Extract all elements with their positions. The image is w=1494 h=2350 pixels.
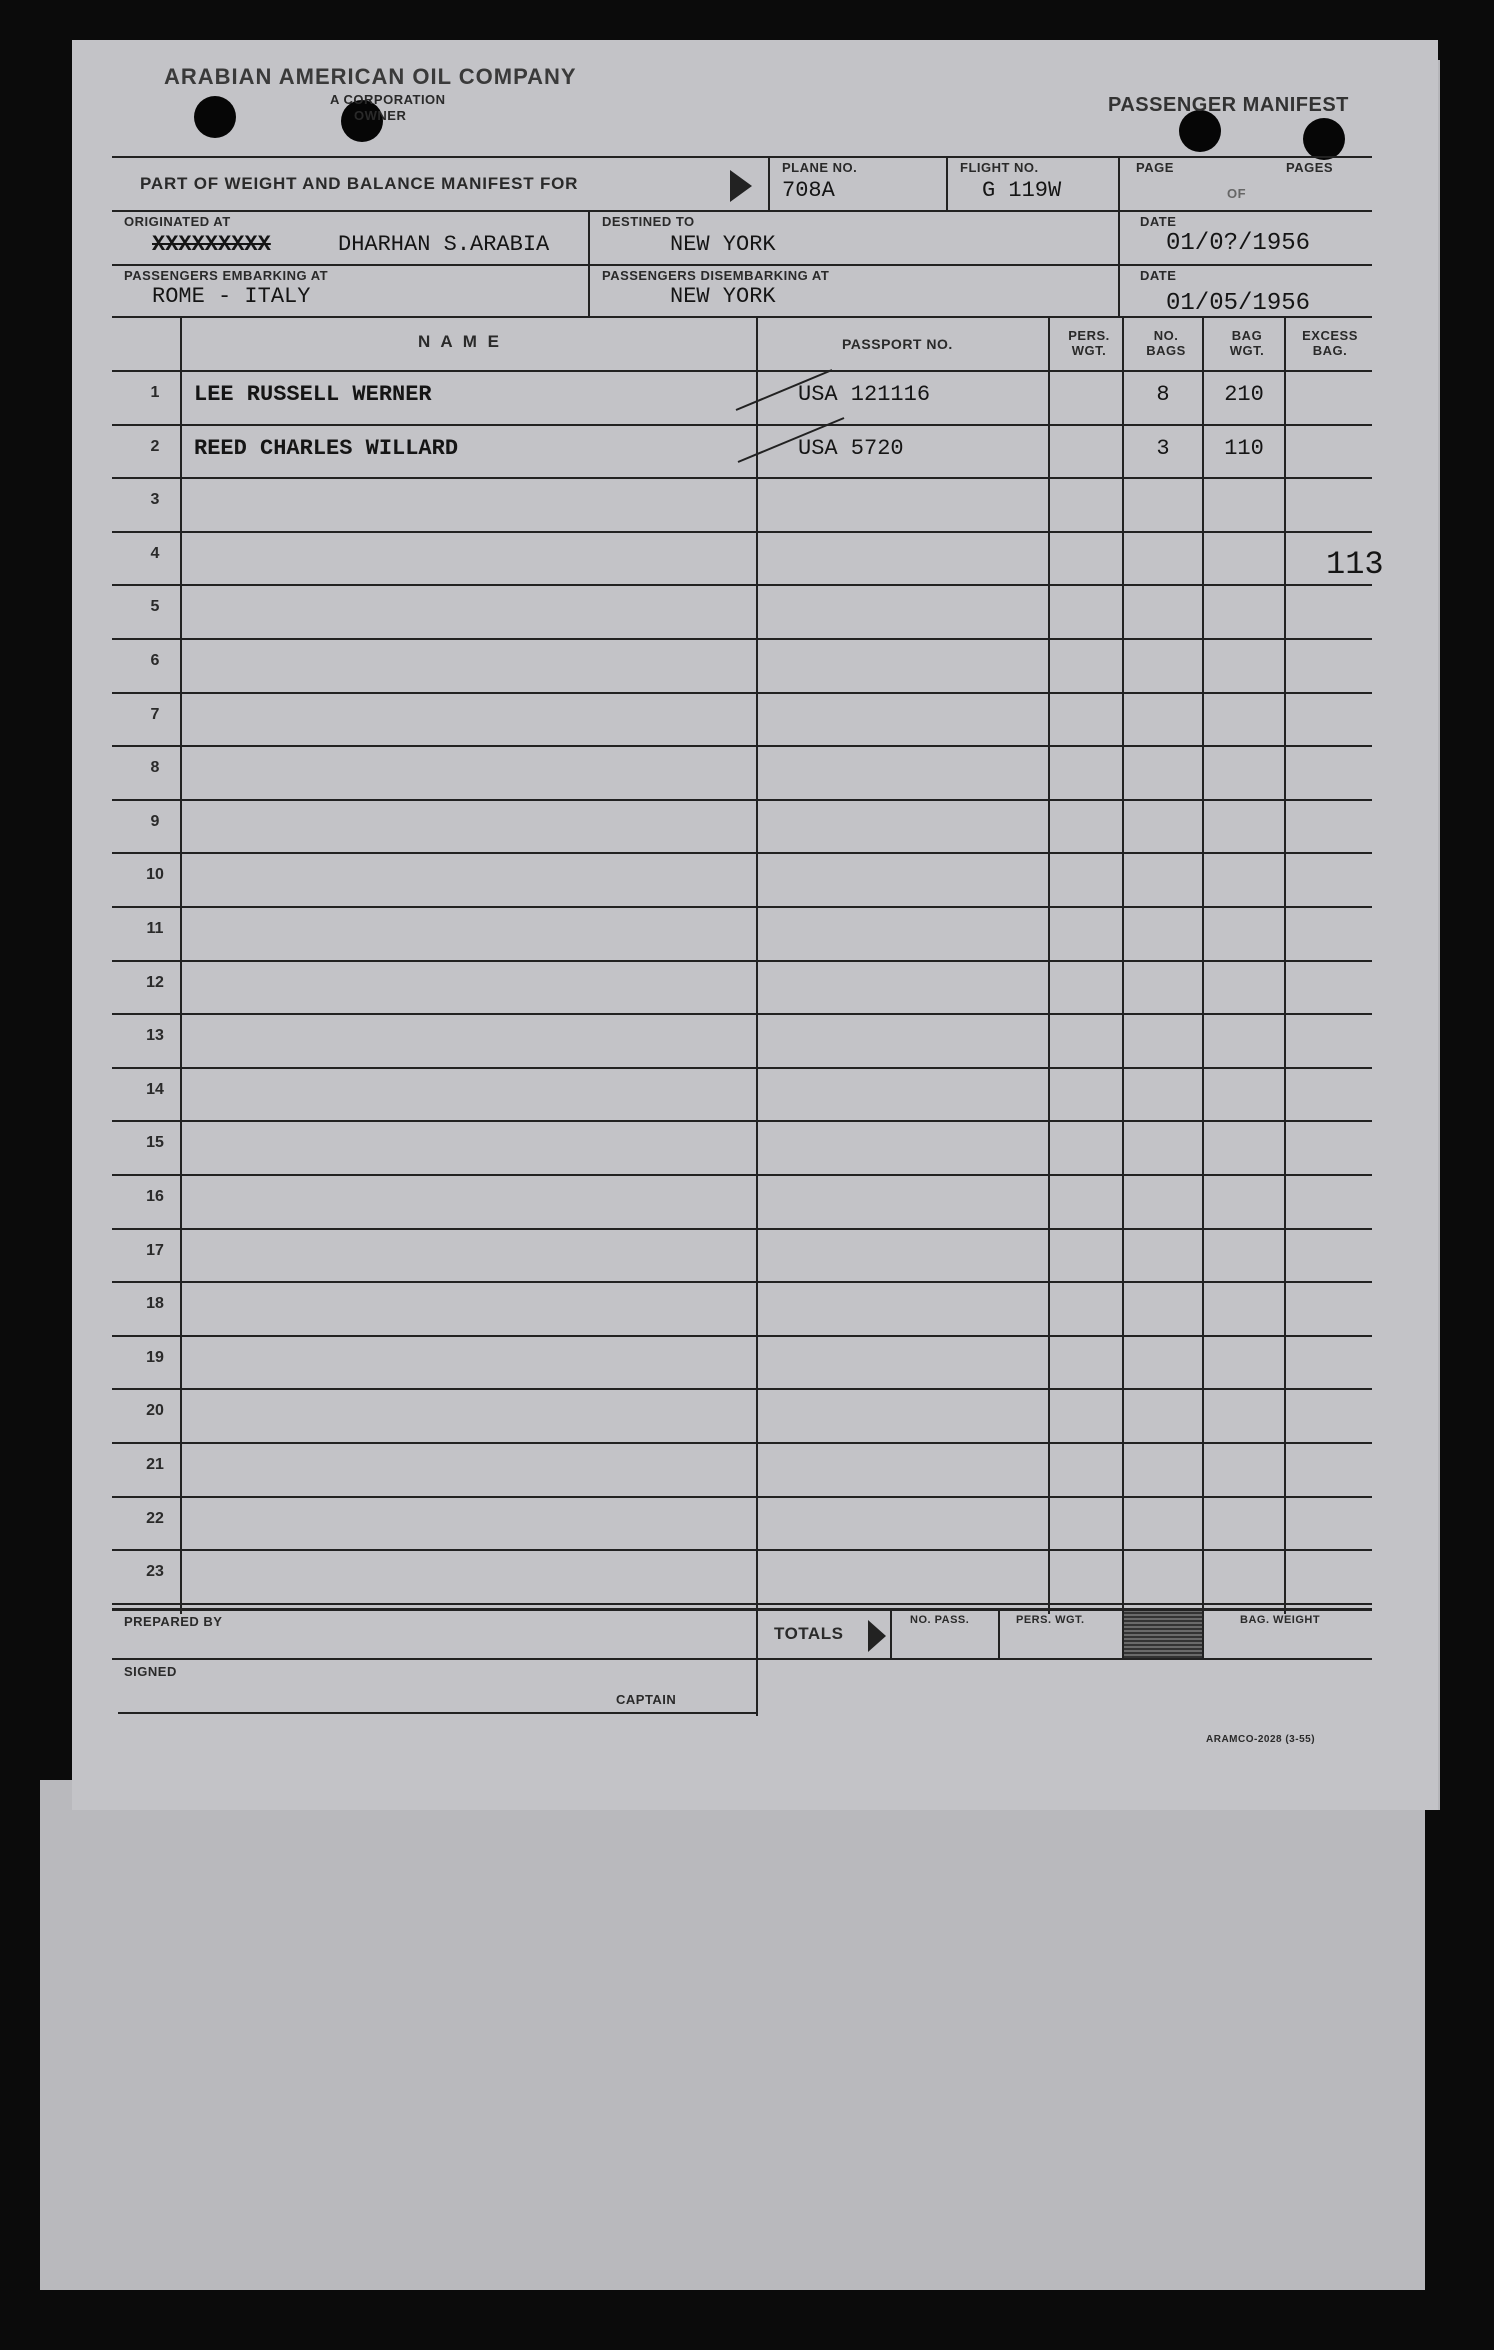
- row-rule: [112, 1388, 1372, 1390]
- rule: [1202, 318, 1204, 1614]
- rule: [946, 156, 948, 210]
- arrow-icon: [728, 168, 754, 204]
- rule: [112, 1658, 1372, 1660]
- pages-label: PAGES: [1286, 160, 1334, 175]
- embarking-value: ROME - ITALY: [152, 284, 311, 309]
- column-name: N A M E: [418, 332, 502, 351]
- row-number: 12: [146, 974, 164, 991]
- row-number: 8: [150, 759, 160, 776]
- rule: [1122, 318, 1124, 1614]
- column-passport: PASSPORT NO.: [842, 336, 953, 352]
- embarking-label: PASSENGERS EMBARKING AT: [124, 268, 329, 283]
- column-bag-wgt: [1206, 328, 1288, 358]
- row-number: 2: [150, 438, 160, 455]
- rule: [756, 1610, 758, 1716]
- form-title: PASSENGER MANIFEST: [1108, 94, 1349, 116]
- page-label: PAGE: [1136, 160, 1174, 175]
- row-rule: [112, 799, 1372, 801]
- row-number: 6: [150, 652, 160, 669]
- rule: [756, 318, 758, 1614]
- row-rule: [112, 1120, 1372, 1122]
- punch-hole: [194, 96, 236, 138]
- signed-label: SIGNED: [124, 1664, 177, 1679]
- of-label: OF: [1227, 186, 1247, 201]
- no-pass-label: NO. PASS.: [910, 1614, 970, 1626]
- originated-struck: XXXXXXXXX: [152, 232, 271, 257]
- row-number: 13: [146, 1027, 164, 1044]
- row-rule: [112, 1549, 1372, 1551]
- column-excess-line2: BAG.: [1312, 343, 1348, 358]
- passport-number: USA 121116: [798, 382, 931, 407]
- rule: [180, 318, 182, 1614]
- arrow-icon: [866, 1618, 888, 1654]
- row-rule: [112, 584, 1372, 586]
- bag-count: 8: [1156, 382, 1170, 407]
- originated-label: ORIGINATED AT: [124, 214, 231, 229]
- column-excess-line1: EXCESS: [1302, 328, 1358, 343]
- row-rule: [112, 1174, 1372, 1176]
- rule: [1118, 156, 1120, 316]
- row-rule: [112, 1281, 1372, 1283]
- row-number: 21: [146, 1456, 164, 1473]
- prepared-by-label: PREPARED BY: [124, 1614, 223, 1629]
- back-sheet: [40, 1780, 1425, 2290]
- row-number: 16: [146, 1188, 164, 1205]
- row-rule: [112, 692, 1372, 694]
- company-name: ARABIAN AMERICAN OIL COMPANY: [164, 64, 577, 89]
- bag-count: 3: [1156, 436, 1170, 461]
- rule: [588, 210, 590, 316]
- column-no-bags-line2: BAGS: [1146, 343, 1186, 358]
- row-rule: [112, 1442, 1372, 1444]
- rule: [1284, 318, 1286, 1614]
- row-number: 7: [150, 706, 160, 723]
- date-value: 01/0?/1956: [1166, 230, 1311, 257]
- row-number: 9: [150, 813, 160, 830]
- row-rule: [112, 1603, 1372, 1605]
- row-rule: [112, 852, 1372, 854]
- row-number: 11: [146, 920, 164, 937]
- column-pers-wgt-line1: PERS.: [1068, 328, 1110, 343]
- corporation-label: A CORPORATION: [330, 92, 446, 107]
- row-rule: [112, 1067, 1372, 1069]
- rule: [112, 210, 1372, 212]
- owner-label: OWNER: [354, 108, 407, 123]
- date2-label: DATE: [1140, 268, 1177, 283]
- row-rule: [112, 1013, 1372, 1015]
- row-number: 1: [150, 384, 160, 401]
- date-label: DATE: [1140, 214, 1177, 229]
- rule: [998, 1610, 1000, 1660]
- part-of-label: PART OF WEIGHT AND BALANCE MANIFEST FOR: [140, 174, 579, 193]
- row-rule: [112, 960, 1372, 962]
- row-number: 15: [146, 1134, 164, 1151]
- row-number: 4: [150, 545, 160, 562]
- flight-no-label: FLIGHT NO.: [960, 160, 1039, 175]
- column-no-bags-line1: NO.: [1153, 328, 1179, 343]
- passenger-name: REED CHARLES WILLARD: [194, 436, 459, 461]
- row-number: 20: [146, 1402, 164, 1419]
- plane-no-value: 708A: [782, 178, 835, 203]
- disembarking-value: NEW YORK: [670, 284, 776, 309]
- row-rule: [112, 906, 1372, 908]
- captain-label: CAPTAIN: [616, 1692, 677, 1707]
- shaded-cell: [1124, 1611, 1202, 1658]
- destined-label: DESTINED TO: [602, 214, 695, 229]
- form-code: ARAMCO-2028 (3-55): [1206, 1734, 1316, 1745]
- row-rule: [112, 1335, 1372, 1337]
- passport-number: USA 5720: [798, 436, 904, 461]
- flight-no-value: G 119W: [982, 178, 1062, 203]
- rule: [1202, 1610, 1204, 1660]
- pers-wgt-total-label: PERS. WGT.: [1016, 1614, 1085, 1626]
- date2-value: 01/05/1956: [1166, 290, 1311, 317]
- check-mark: [732, 366, 852, 466]
- plane-no-label: PLANE NO.: [782, 160, 858, 175]
- row-number: 19: [146, 1349, 164, 1366]
- manifest-sheet: [72, 40, 1438, 1810]
- rule: [768, 156, 770, 210]
- row-number: 10: [146, 866, 164, 883]
- rule: [1048, 318, 1050, 1614]
- originated-value: DHARHAN S.ARABIA: [338, 232, 550, 257]
- column-bag-wgt-line1: BAG: [1231, 328, 1263, 343]
- row-rule: [112, 1228, 1372, 1230]
- row-number: 5: [150, 598, 160, 615]
- punch-hole: [1303, 118, 1345, 160]
- column-excess: [1288, 328, 1372, 358]
- row-rule: [112, 1496, 1372, 1498]
- row-number: 23: [146, 1563, 164, 1580]
- column-pers-wgt: [1052, 328, 1126, 358]
- signature-line: [118, 1712, 758, 1714]
- row-rule: [112, 638, 1372, 640]
- row-number: 22: [146, 1510, 164, 1527]
- row-rule: [112, 531, 1372, 533]
- column-pers-wgt-line2: WGT.: [1071, 343, 1107, 358]
- bag-weight: 210: [1224, 382, 1264, 407]
- disembarking-label: PASSENGERS DISEMBARKING AT: [602, 268, 830, 283]
- row-rule: [112, 477, 1372, 479]
- passenger-name: LEE RUSSELL WERNER: [194, 382, 432, 407]
- column-bag-wgt-line2: WGT.: [1229, 343, 1265, 358]
- rule: [112, 156, 1372, 158]
- totals-label: TOTALS: [774, 1624, 844, 1643]
- bag-weight: 110: [1224, 436, 1264, 461]
- row-number: 3: [150, 491, 160, 508]
- row-number: 14: [146, 1081, 164, 1098]
- column-no-bags: [1126, 328, 1206, 358]
- row-number: 18: [146, 1295, 164, 1312]
- side-note: 113: [1326, 546, 1384, 583]
- row-rule: [112, 745, 1372, 747]
- row-number: 17: [146, 1242, 164, 1259]
- rule: [112, 264, 1372, 266]
- rule: [890, 1610, 892, 1660]
- bag-weight-label: BAG. WEIGHT: [1240, 1614, 1321, 1626]
- destined-value: NEW YORK: [670, 232, 776, 257]
